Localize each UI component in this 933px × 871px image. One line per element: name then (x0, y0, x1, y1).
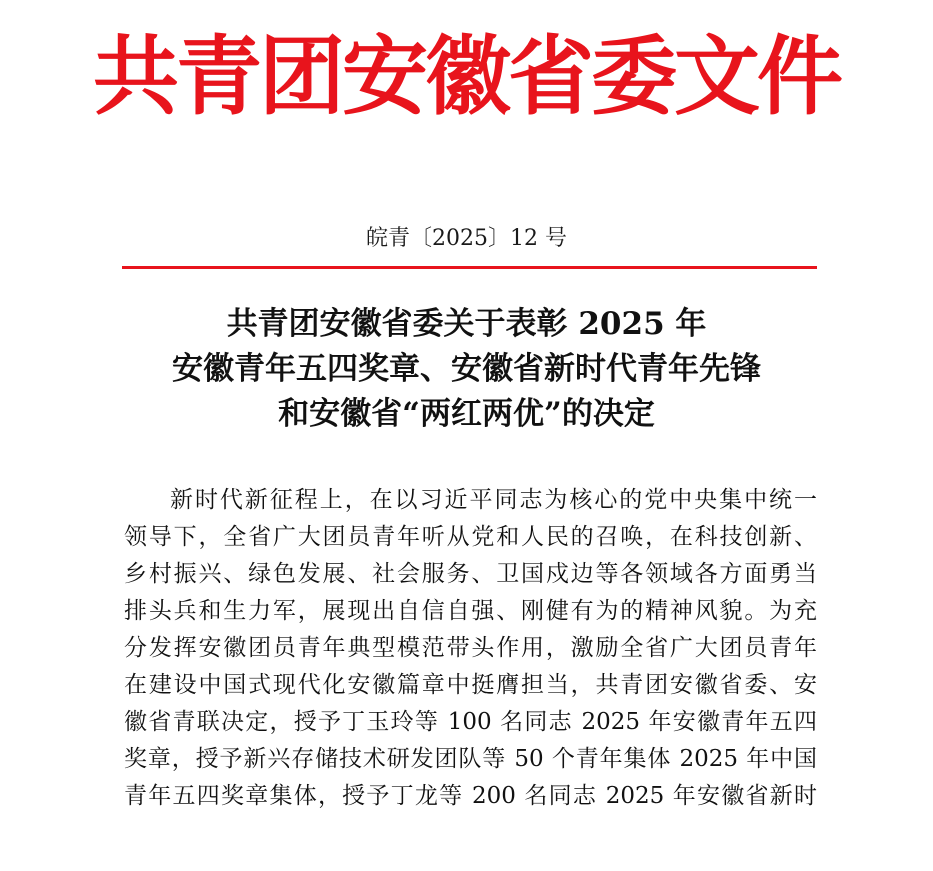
title-line: 安徽青年五四奖章、安徽省新时代青年先锋 (172, 351, 761, 387)
body-line: 奖章，授予新兴存储技术研发团队等 50 个青年集体 2025 年中国 (124, 746, 817, 772)
document-body (124, 482, 817, 815)
body-line: 乡村振兴、绿色发展、社会服务、卫国戍边等各领域各方面勇当 (124, 561, 817, 587)
document-title (0, 302, 933, 437)
red-divider-line (122, 266, 817, 269)
body-line: 领导下，全省广大团员青年听从党和人民的召唤，在科技创新、 (124, 524, 817, 550)
body-line: 新时代新征程上，在以习近平同志为核心的党中央集中统一 (170, 487, 817, 513)
body-line: 徽省青联决定，授予丁玉玲等 100 名同志 2025 年安徽青年五四 (124, 709, 817, 735)
title-line: 和安徽省“两红两优”的决定 (278, 396, 655, 432)
body-line: 青年五四奖章集体，授予丁龙等 200 名同志 2025 年安徽省新时 (124, 783, 817, 809)
document-masthead: 共青团安徽省委文件 (93, 26, 840, 127)
title-line: 共青团安徽省委关于表彰 2025 年 (226, 306, 707, 342)
body-line: 排头兵和生力军，展现出自信自强、刚健有为的精神风貌。为充 (124, 598, 817, 624)
document-number: 皖青〔2025〕12 号 (366, 226, 567, 251)
body-line: 在建设中国式现代化安徽篇章中挺膺担当，共青团安徽省委、安 (124, 672, 817, 698)
body-line: 分发挥安徽团员青年典型模范带头作用，激励全省广大团员青年 (124, 635, 817, 661)
